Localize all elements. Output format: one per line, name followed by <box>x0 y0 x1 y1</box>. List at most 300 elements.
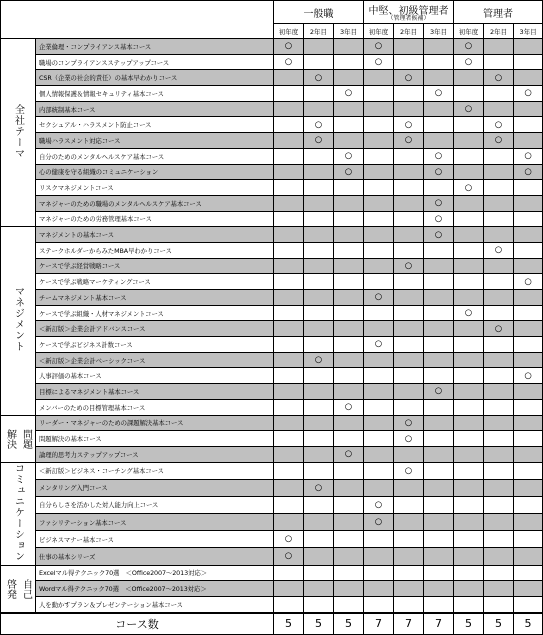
mark-cell <box>424 321 454 337</box>
course-row <box>1 227 543 243</box>
category-label <box>1 227 36 415</box>
mark-cell <box>454 415 484 431</box>
mark-cell <box>514 399 543 415</box>
mark-cell <box>394 384 424 400</box>
mark-cell <box>274 164 304 180</box>
course-row <box>1 70 543 86</box>
mark-cell <box>334 384 364 400</box>
mark-cell <box>334 258 364 274</box>
course-name: ＜新訂版＞企業会計ベーシックコース <box>36 352 274 368</box>
course-count: 5 <box>484 613 514 635</box>
mark-cell <box>484 531 514 548</box>
mark-cell <box>424 290 454 306</box>
mark-cell <box>514 70 543 86</box>
mark-cell <box>274 227 304 243</box>
mark-cell <box>334 274 364 290</box>
mark-cell <box>484 514 514 531</box>
mark-cell <box>364 258 394 274</box>
year-header: 初年度 <box>364 24 394 39</box>
mark-cell <box>304 227 334 243</box>
course-row <box>1 242 543 258</box>
mark-cell <box>424 496 454 513</box>
mark-cell <box>364 581 394 597</box>
mark-cell <box>334 133 364 149</box>
mark-cell <box>484 39 514 55</box>
mark-cell <box>484 352 514 368</box>
mark-cell <box>424 548 454 565</box>
course-count: 5 <box>304 613 334 635</box>
mark-cell: ○ <box>304 117 334 133</box>
course-row <box>1 101 543 117</box>
course-row <box>1 548 543 565</box>
mark-cell <box>514 352 543 368</box>
course-name: ケースで学ぶ戦略マーケティングコース <box>36 274 274 290</box>
mark-cell <box>514 565 543 581</box>
course-name: 個人情報保護＆情報セキュリティ基本コース <box>36 86 274 102</box>
mark-cell <box>274 596 304 612</box>
mark-cell <box>424 117 454 133</box>
mark-cell <box>334 548 364 565</box>
mark-cell <box>274 258 304 274</box>
mark-cell <box>514 596 543 612</box>
mark-cell <box>454 195 484 211</box>
mark-cell <box>274 86 304 102</box>
mark-cell <box>424 337 454 353</box>
year-header: 2年目 <box>394 24 424 39</box>
mark-cell: ○ <box>424 148 454 164</box>
mark-cell <box>484 101 514 117</box>
course-row <box>1 117 543 133</box>
mark-cell <box>334 321 364 337</box>
mark-cell <box>334 39 364 55</box>
mark-cell <box>364 242 394 258</box>
course-name: リスクマネジメントコース <box>36 180 274 196</box>
year-header: 3年目 <box>424 24 454 39</box>
mark-cell <box>304 446 334 462</box>
category-label <box>1 39 36 227</box>
mark-cell: ○ <box>274 531 304 548</box>
course-name: ケースで学ぶ経営戦略コース <box>36 258 274 274</box>
mark-cell <box>514 321 543 337</box>
mark-cell <box>514 211 543 227</box>
year-header: 2年目 <box>484 24 514 39</box>
course-name: セクシュアル・ハラスメント防止コース <box>36 117 274 133</box>
mark-cell: ○ <box>484 117 514 133</box>
mark-cell <box>454 227 484 243</box>
mark-cell <box>304 54 334 70</box>
mark-cell <box>334 117 364 133</box>
year-header: 初年度 <box>274 24 304 39</box>
mark-cell <box>274 290 304 306</box>
mark-cell: ○ <box>514 274 543 290</box>
mark-cell <box>364 565 394 581</box>
mark-cell <box>274 337 304 353</box>
mark-cell: ○ <box>514 86 543 102</box>
course-name: Excelマル得テクニック70選 ＜Office2007～2013対応＞ <box>36 565 274 581</box>
mark-cell <box>274 133 304 149</box>
course-row <box>1 581 543 597</box>
mark-cell <box>334 337 364 353</box>
mark-cell <box>424 531 454 548</box>
mark-cell <box>424 352 454 368</box>
mark-cell <box>274 148 304 164</box>
mark-cell <box>304 101 334 117</box>
course-row <box>1 54 543 70</box>
mark-cell <box>274 581 304 597</box>
mark-cell <box>424 368 454 384</box>
course-name: マネジメントの基本コース <box>36 227 274 243</box>
mark-cell <box>274 462 304 479</box>
mark-cell: ○ <box>274 54 304 70</box>
mark-cell <box>454 531 484 548</box>
mark-cell <box>514 548 543 565</box>
course-name: リーダー・マネジャーのための課題解決基本コース <box>36 415 274 431</box>
course-row <box>1 211 543 227</box>
mark-cell <box>304 496 334 513</box>
mark-cell <box>454 565 484 581</box>
course-name: 職場のコンプライアンスステップアップコース <box>36 54 274 70</box>
mark-cell <box>424 101 454 117</box>
mark-cell: ○ <box>394 258 424 274</box>
mark-cell <box>304 431 334 447</box>
mark-cell <box>304 384 334 400</box>
mark-cell <box>454 133 484 149</box>
mark-cell <box>514 180 543 196</box>
mark-cell: ○ <box>484 242 514 258</box>
course-row <box>1 446 543 462</box>
mark-cell <box>364 431 394 447</box>
mark-cell <box>394 242 424 258</box>
mark-cell <box>454 70 484 86</box>
mark-cell <box>364 446 394 462</box>
course-name: 心の健康を守る組織のコミュニケーション <box>36 164 274 180</box>
mark-cell <box>484 148 514 164</box>
mark-cell <box>334 54 364 70</box>
course-name: メンバーのための目標管理基本コース <box>36 399 274 415</box>
course-name: 論理的思考力ステップアップコース <box>36 446 274 462</box>
mark-cell: ○ <box>364 496 394 513</box>
course-row <box>1 596 543 612</box>
course-row <box>1 86 543 102</box>
mark-cell <box>304 531 334 548</box>
mark-cell: ○ <box>334 86 364 102</box>
mark-cell <box>364 531 394 548</box>
course-name: 内部統制基本コース <box>36 101 274 117</box>
mark-cell <box>364 384 394 400</box>
mark-cell <box>364 479 394 496</box>
mark-cell <box>304 180 334 196</box>
mark-cell: ○ <box>424 211 454 227</box>
mark-cell <box>514 581 543 597</box>
mark-cell <box>364 274 394 290</box>
mark-cell <box>304 581 334 597</box>
mark-cell: ○ <box>394 462 424 479</box>
mark-cell <box>334 368 364 384</box>
course-row <box>1 321 543 337</box>
mark-cell: ○ <box>394 117 424 133</box>
course-count: 5 <box>334 613 364 635</box>
mark-cell <box>304 514 334 531</box>
mark-cell <box>454 86 484 102</box>
mark-cell <box>394 227 424 243</box>
mark-cell <box>514 446 543 462</box>
course-row <box>1 305 543 321</box>
mark-cell <box>394 368 424 384</box>
mark-cell <box>334 180 364 196</box>
category-label-text: マネジメント <box>12 286 24 353</box>
mark-cell <box>454 399 484 415</box>
mark-cell <box>394 446 424 462</box>
category-label-text: 啓発 <box>4 578 16 599</box>
course-count: 7 <box>394 613 424 635</box>
mark-cell <box>304 337 334 353</box>
mark-cell: ○ <box>514 368 543 384</box>
mark-cell <box>484 415 514 431</box>
mark-cell <box>484 211 514 227</box>
mark-cell <box>424 446 454 462</box>
mark-cell <box>274 180 304 196</box>
mark-cell <box>394 305 424 321</box>
course-row <box>1 531 543 548</box>
mark-cell <box>274 565 304 581</box>
mark-cell <box>304 399 334 415</box>
course-name: 目標によるマネジメント基本コース <box>36 384 274 400</box>
course-count: 7 <box>424 613 454 635</box>
mark-cell <box>334 70 364 86</box>
mark-cell <box>304 415 334 431</box>
course-row <box>1 148 543 164</box>
course-name: チームマネジメント基本コース <box>36 290 274 306</box>
mark-cell: ○ <box>424 227 454 243</box>
group-header-general: 一般職 <box>274 1 364 24</box>
mark-cell <box>274 242 304 258</box>
mark-cell <box>304 305 334 321</box>
mark-cell <box>304 274 334 290</box>
mark-cell <box>304 290 334 306</box>
mark-cell <box>454 548 484 565</box>
mark-cell <box>304 321 334 337</box>
course-row <box>1 368 543 384</box>
mark-cell <box>304 164 334 180</box>
mark-cell <box>274 274 304 290</box>
mark-cell <box>274 368 304 384</box>
course-row <box>1 258 543 274</box>
mark-cell: ○ <box>304 352 334 368</box>
mark-cell <box>514 462 543 479</box>
course-row <box>1 290 543 306</box>
course-row <box>1 384 543 400</box>
mark-cell <box>484 368 514 384</box>
course-name: マネジャーのための職場のメンタルヘルスケア基本コース <box>36 195 274 211</box>
mark-cell <box>454 514 484 531</box>
mark-cell <box>274 446 304 462</box>
course-row <box>1 133 543 149</box>
course-name: ビジネスマナー基本コース <box>36 531 274 548</box>
mark-cell <box>484 462 514 479</box>
mark-cell <box>274 195 304 211</box>
course-row <box>1 195 543 211</box>
mark-cell <box>394 164 424 180</box>
mark-cell <box>424 133 454 149</box>
mark-cell <box>394 548 424 565</box>
mark-cell <box>484 548 514 565</box>
mark-cell <box>454 581 484 597</box>
course-name: メンタリング入門コース <box>36 479 274 496</box>
mark-cell <box>514 227 543 243</box>
mark-cell <box>484 54 514 70</box>
mark-cell: ○ <box>394 415 424 431</box>
mark-cell: ○ <box>424 195 454 211</box>
mark-cell <box>334 596 364 612</box>
mark-cell <box>424 479 454 496</box>
mark-cell: ○ <box>454 180 484 196</box>
mark-cell <box>394 321 424 337</box>
mark-cell <box>274 431 304 447</box>
mark-cell <box>424 581 454 597</box>
course-count: 5 <box>514 613 543 635</box>
mark-cell <box>424 596 454 612</box>
mark-cell: ○ <box>274 39 304 55</box>
mark-cell <box>274 479 304 496</box>
mark-cell <box>394 399 424 415</box>
mark-cell <box>334 565 364 581</box>
mark-cell <box>514 290 543 306</box>
mark-cell <box>424 462 454 479</box>
mark-cell <box>334 581 364 597</box>
mark-cell: ○ <box>364 54 394 70</box>
mark-cell <box>484 446 514 462</box>
course-row <box>1 431 543 447</box>
mark-cell <box>304 258 334 274</box>
mark-cell <box>484 86 514 102</box>
course-name: マネジャーのための労務管理基本コース <box>36 211 274 227</box>
mark-cell <box>454 352 484 368</box>
mark-cell <box>484 164 514 180</box>
mark-cell <box>334 514 364 531</box>
course-name: 問題解決の基本コース <box>36 431 274 447</box>
mark-cell <box>514 117 543 133</box>
mark-cell: ○ <box>274 548 304 565</box>
course-row <box>1 180 543 196</box>
mark-cell <box>484 479 514 496</box>
mark-cell: ○ <box>394 133 424 149</box>
mark-cell: ○ <box>364 514 394 531</box>
course-row <box>1 337 543 353</box>
mark-cell <box>334 290 364 306</box>
mark-cell <box>394 195 424 211</box>
mark-cell <box>274 415 304 431</box>
course-name: 自分のためのメンタルヘルスケア基本コース <box>36 148 274 164</box>
mark-cell <box>424 565 454 581</box>
mark-cell <box>424 305 454 321</box>
mark-cell: ○ <box>484 321 514 337</box>
mark-cell: ○ <box>334 164 364 180</box>
mark-cell <box>394 565 424 581</box>
mark-cell <box>304 86 334 102</box>
mark-cell <box>484 195 514 211</box>
category-label <box>1 565 36 613</box>
mark-cell <box>364 399 394 415</box>
course-name: 職場ハラスメント対応コース <box>36 133 274 149</box>
mark-cell: ○ <box>454 39 484 55</box>
mark-cell: ○ <box>334 446 364 462</box>
mark-cell <box>454 337 484 353</box>
mark-cell <box>454 211 484 227</box>
course-row <box>1 39 543 55</box>
mark-cell <box>304 368 334 384</box>
mark-cell <box>484 384 514 400</box>
mark-cell <box>514 305 543 321</box>
mark-cell <box>274 70 304 86</box>
mark-cell <box>484 258 514 274</box>
course-row <box>1 274 543 290</box>
mark-cell <box>304 195 334 211</box>
mark-cell <box>394 496 424 513</box>
mark-cell <box>454 290 484 306</box>
course-name: 自分らしさを活かした対人能力向上コース <box>36 496 274 513</box>
mark-cell: ○ <box>424 86 454 102</box>
mark-cell <box>364 101 394 117</box>
mark-cell <box>454 274 484 290</box>
mark-cell <box>484 496 514 513</box>
mark-cell: ○ <box>514 164 543 180</box>
mark-cell: ○ <box>484 133 514 149</box>
course-name: ステークホルダーからみたMBA早わかりコース <box>36 242 274 258</box>
category-label-text: コミュニケーション <box>12 462 24 562</box>
mark-cell <box>514 431 543 447</box>
mark-cell <box>274 496 304 513</box>
mark-cell <box>274 211 304 227</box>
course-row <box>1 462 543 479</box>
mark-cell <box>364 352 394 368</box>
mark-cell <box>394 479 424 496</box>
mark-cell <box>334 352 364 368</box>
mark-cell <box>274 352 304 368</box>
mark-cell <box>454 496 484 513</box>
mark-cell <box>274 305 304 321</box>
mark-cell: ○ <box>334 148 364 164</box>
mark-cell <box>364 195 394 211</box>
year-header: 2年目 <box>304 24 334 39</box>
mark-cell: ○ <box>304 70 334 86</box>
mark-cell <box>274 117 304 133</box>
mark-cell <box>394 596 424 612</box>
mark-cell <box>334 101 364 117</box>
course-row <box>1 479 543 496</box>
mark-cell <box>484 305 514 321</box>
mark-cell <box>364 211 394 227</box>
mark-cell <box>394 531 424 548</box>
mark-cell <box>334 211 364 227</box>
mark-cell <box>484 290 514 306</box>
course-name: ケースで学ぶビジネス計数コース <box>36 337 274 353</box>
mark-cell <box>394 211 424 227</box>
mark-cell: ○ <box>394 431 424 447</box>
mark-cell <box>454 242 484 258</box>
mark-cell <box>394 337 424 353</box>
category-label-text: 解決 <box>4 428 16 449</box>
mark-cell <box>514 496 543 513</box>
mark-cell <box>454 368 484 384</box>
mark-cell <box>514 384 543 400</box>
mark-cell <box>304 148 334 164</box>
mark-cell <box>334 195 364 211</box>
mark-cell <box>364 415 394 431</box>
mark-cell <box>454 446 484 462</box>
mark-cell: ○ <box>364 290 394 306</box>
mark-cell: ○ <box>514 148 543 164</box>
mark-cell <box>304 462 334 479</box>
